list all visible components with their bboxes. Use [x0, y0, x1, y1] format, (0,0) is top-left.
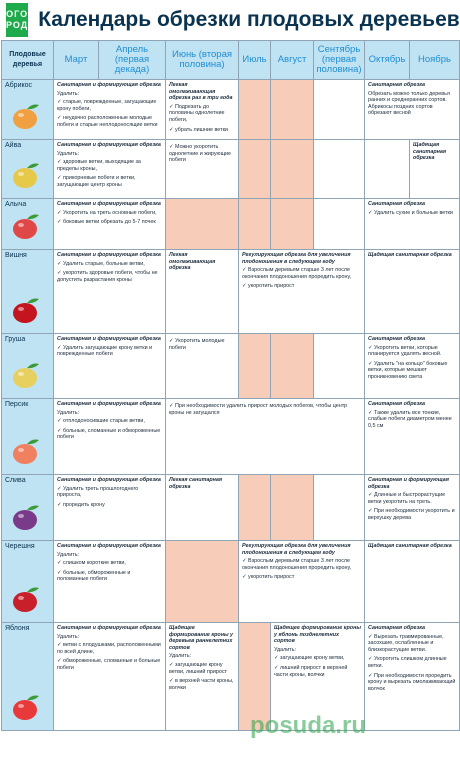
empty-cell — [314, 80, 365, 140]
note-heading: Регулирующая обрезка для увеличения плодоношения в следующем году — [242, 252, 351, 265]
pruning-note: Санитарная и формирующая обрезка Удалить: ✓ ветви с плодушками, расположенными по всей длине, ✓ обмороженные, сломанные и больные побеги — [54, 623, 165, 677]
pruning-cell — [166, 334, 239, 399]
no-pruning-cell — [239, 140, 271, 199]
column-header: Март — [54, 41, 99, 80]
no-pruning-cell — [239, 475, 271, 541]
note-heading: Легкая омолаживающая обрезка — [169, 252, 216, 272]
table-row — [2, 475, 460, 541]
note-item: ✓ Взрослым деревьям старше 3 лет после окончания плодоношения проредить крону, — [242, 267, 361, 280]
note-item: ✓ Можно укоротить однолетние и жирующие побеги — [169, 144, 235, 164]
pruning-cell — [54, 475, 166, 541]
fruit-cell: Яблоня — [2, 623, 54, 731]
pruning-cell — [166, 399, 365, 475]
pruning-cell — [365, 541, 460, 623]
no-pruning-cell — [166, 199, 239, 250]
pruning-note — [166, 475, 238, 494]
note-heading: Санитарная и формирующая обрезка — [57, 625, 161, 631]
note-item: ✓ Укоротить слишком длинные ветки. — [368, 656, 456, 669]
pruning-cell — [365, 80, 460, 140]
note-heading: Санитарная и формирующая обрезка — [368, 477, 449, 490]
note-heading: Щадящая санитарная обрезка — [368, 252, 452, 258]
note-item: ✓ При необходимости укоротить и верхушку дерева — [368, 508, 456, 521]
pruning-cell — [365, 250, 460, 334]
pruning-note — [365, 475, 459, 527]
fruit-illustration-icon — [10, 502, 44, 532]
pruning-note — [365, 541, 459, 554]
note-item: ✓ старые, поврежденные, загущающие крону побеги, — [57, 99, 162, 112]
fruit-cell: Персик — [2, 399, 54, 475]
column-header: Сентябрь (первая половина) — [314, 41, 365, 80]
pruning-cell — [54, 623, 166, 731]
fruit-cell: Алыча — [2, 199, 54, 250]
pruning-note: Санитарная обрезка Обрезать можно только деревья ранних и среднеранних сортов. Абрикосы поздних сортов обрезают весной — [365, 80, 459, 119]
note-item: ✓ прикорневые побеги и ветки, загущающие центр кроны — [57, 175, 162, 188]
pruning-note — [166, 334, 238, 356]
pruning-cell — [166, 250, 239, 334]
pruning-cell — [365, 199, 460, 250]
pruning-cell — [54, 80, 166, 140]
note-heading: Щадящее формирование кроны у яблонь позднелетних сортов — [274, 625, 361, 645]
fruit-illustration-icon — [10, 295, 44, 325]
note-item: ✓ укоротить прирост — [242, 283, 361, 290]
no-pruning-cell — [271, 199, 314, 250]
pruning-note — [54, 334, 165, 363]
pruning-note — [166, 250, 238, 276]
note-heading: Щадящее формирование кроны у деревьев раннелетних сортов — [169, 625, 234, 651]
pruning-note — [365, 399, 459, 434]
pruning-cell — [54, 199, 166, 250]
pruning-cell — [166, 80, 239, 140]
pruning-note — [239, 250, 364, 295]
pruning-note — [410, 140, 459, 166]
note-heading: Санитарная и формирующая обрезка — [57, 543, 161, 549]
fruit-cell: Груша — [2, 334, 54, 399]
table-row — [2, 199, 460, 250]
column-header: Октябрь — [365, 41, 410, 80]
no-pruning-cell — [166, 541, 239, 623]
pruning-cell — [54, 541, 166, 623]
no-pruning-cell — [239, 334, 271, 399]
note-item: ✓ в верхней части кроны, волчки — [169, 678, 235, 691]
note-item: ✓ отплодоносившие старые ветви, — [57, 418, 162, 425]
pruning-note — [166, 399, 364, 421]
note-heading: Санитарная и формирующая обрезка — [57, 252, 161, 258]
pruning-cell — [54, 399, 166, 475]
note-item: ✓ неудачно расположенные молодые побеги и старые неплодоносящие ветки — [57, 115, 162, 128]
note-item: ✓ При необходимости проредить крону и вырезать омолаживающий волчок — [368, 673, 456, 693]
pruning-note — [54, 250, 165, 288]
no-pruning-cell — [271, 334, 314, 399]
note-heading: Легкая омолаживающая обрезка раз в три года — [169, 82, 233, 102]
note-item: ✓ загущающие крону ветви, — [274, 655, 361, 662]
note-heading: Санитарная и формирующая обрезка — [57, 336, 161, 342]
ogorod-logo: ОГО РОД — [6, 3, 28, 37]
pruning-cell — [239, 250, 365, 334]
fruit-illustration-icon — [10, 211, 44, 241]
note-item: ✓ Удалить старые, больные ветви, — [57, 261, 162, 268]
note-item: ✓ Удалить "на кольцо" боковые ветки, которые мешают проникновению света — [368, 361, 456, 381]
no-pruning-cell — [239, 80, 271, 140]
note-heading: Санитарная и формирующая обрезка — [57, 142, 161, 148]
note-heading: Регулирующая обрезка для увеличения плодоношения в следующем году — [242, 543, 351, 556]
pruning-note: Санитарная и формирующая обрезка Удалить: ✓ отплодоносившие старые ветви, ✓ больные, сломанные и обмороженные побеги — [54, 399, 165, 446]
fruit-illustration-icon — [10, 692, 44, 722]
no-pruning-cell — [271, 80, 314, 140]
pruning-cell — [166, 140, 239, 199]
pruning-cell — [166, 623, 239, 731]
pruning-note — [54, 199, 165, 231]
table-row — [2, 541, 460, 623]
note-heading: Санитарная обрезка — [368, 336, 426, 342]
pruning-cell — [365, 623, 460, 731]
fruit-illustration-icon — [10, 584, 44, 614]
column-header: Июль — [239, 41, 271, 80]
note-item: ✓ Длинные и быстрорастущие ветки укоротить на треть. — [368, 492, 456, 505]
note-heading: Санитарная и формирующая обрезка — [57, 477, 161, 483]
note-heading: Санитарная и формирующая обрезка — [57, 201, 161, 207]
pruning-note — [239, 541, 364, 586]
empty-cell — [314, 140, 365, 199]
note-item: ✓ лишний прирост в верхней части кроны, волчки — [274, 665, 361, 678]
pruning-cell — [54, 250, 166, 334]
note-item: ✓ Удалить загущающие крону ветки и поврежденные побеги — [57, 345, 162, 358]
note-heading: Санитарная обрезка — [368, 625, 426, 631]
empty-cell — [314, 334, 365, 399]
pruning-note — [365, 199, 459, 221]
pruning-calendar-table — [1, 40, 460, 731]
pruning-note — [365, 623, 459, 697]
pruning-cell — [54, 140, 166, 199]
note-heading: Санитарная и формирующая обрезка — [57, 82, 161, 88]
fruit-cell: Черешня — [2, 541, 54, 623]
note-item: ✓ Укоротить на треть основные побеги, — [57, 210, 162, 217]
note-item: ✓ здоровые ветки, выходящие за пределы кроны, — [57, 159, 162, 172]
no-pruning-cell — [271, 475, 314, 541]
column-header: Ноябрь — [410, 41, 460, 80]
fruit-illustration-icon — [10, 436, 44, 466]
note-heading: Санитарная обрезка — [368, 82, 426, 88]
note-item: ✓ Подрезать до половины однолетние побеги, — [169, 104, 235, 124]
pruning-cell — [365, 475, 460, 541]
note-item: ✓ укоротить здоровые побеги, чтобы не допустить разрастания кроны — [57, 270, 162, 283]
pruning-note: Щадящее формирование кроны у деревьев раннелетних сортов Удалить: ✓ загущающие крону ветви, лишний прирост ✓ в верхней части кроны, волчки — [166, 623, 238, 696]
fruit-cell: Айва — [2, 140, 54, 199]
note-item: ✓ загущающие крону ветви, лишний прирост — [169, 662, 235, 675]
table-row — [2, 250, 460, 334]
note-heading: Щадящая санитарная обрезка — [368, 543, 452, 549]
pruning-note — [365, 250, 459, 263]
pruning-cell — [239, 541, 365, 623]
note-heading: Легкая санитарная обрезка — [169, 477, 223, 490]
table-row — [2, 140, 460, 199]
note-item: ✓ убрать лишние ветки — [169, 127, 235, 134]
note-item: ✓ Удалить сухие и больные ветки — [368, 210, 456, 217]
fruit-cell: Вишня — [2, 250, 54, 334]
note-item: ✓ больные, сломанные и обмороженные побеги — [57, 428, 162, 441]
pruning-note: Щадящее формирование кроны у яблонь позднелетних сортов Удалить: ✓ загущающие крону ветви, ✓ лишний прирост в верхней части кроны, волчки — [271, 623, 364, 683]
pruning-note: Санитарная и формирующая обрезка Удалить: ✓ слишком короткие ветви, ✓ больные, обмороженные и поломанные побеги — [54, 541, 165, 588]
fruit-illustration-icon — [10, 160, 44, 190]
fruit-cell: Абрикос — [2, 80, 54, 140]
column-header: Август — [271, 41, 314, 80]
note-item: ✓ боковые ветки обрезать до 5-7 почек — [57, 219, 162, 226]
note-item: ✓ слишком короткие ветви, — [57, 560, 162, 567]
pruning-note: Санитарная и формирующая обрезка Удалить: ✓ старые, поврежденные, загущающие крону побеги, ✓ неудачно расположенные молодые побеги и старые неплодоносящие ветки — [54, 80, 165, 134]
note-heading: Санитарная обрезка — [368, 201, 426, 207]
table-row — [2, 334, 460, 399]
note-item: ✓ Удалить треть прошлогоднего прироста, — [57, 486, 162, 499]
pruning-note — [365, 334, 459, 386]
table-row — [2, 623, 460, 731]
note-item: ✓ ветви с плодушками, расположенными по всей длине, — [57, 642, 162, 655]
empty-cell — [365, 140, 410, 199]
page-header — [0, 0, 460, 40]
pruning-cell — [365, 334, 460, 399]
note-heading: Щадящая санитарная обрезка — [413, 142, 447, 162]
page-title: Календарь обрезки плодовых деревьев — [38, 8, 460, 31]
pruning-cell — [54, 334, 166, 399]
empty-cell — [314, 199, 365, 250]
table-row — [2, 399, 460, 475]
note-heading: Санитарная и формирующая обрезка — [57, 401, 161, 407]
fruit-cell: Слива — [2, 475, 54, 541]
note-item: ✓ Вырезать травмированные, засохшие, ослабленные и близкорастущие ветви. — [368, 634, 456, 654]
note-item: ✓ обмороженные, сломанные и больные побеги — [57, 658, 162, 671]
column-header: Апрель (первая декада) — [99, 41, 166, 80]
note-item: ✓ Взрослым деревьям старше 3 лет после окончания плодоношения проредить крону, — [242, 558, 361, 571]
note-item: ✓ Укоротить молодые побеги — [169, 338, 235, 351]
pruning-note — [166, 140, 238, 169]
pruning-note — [54, 475, 165, 513]
note-item: ✓ Также удалить все тонкие, слабые побеги диаметром менее 0,5 см — [368, 410, 456, 430]
note-item: ✓ При необходимости удалить прирост молодых побегов, чтобы центр кроны не загущался — [169, 403, 361, 416]
column-header: Плодовые деревья — [2, 41, 54, 80]
fruit-illustration-icon — [10, 360, 44, 390]
pruning-cell — [410, 140, 460, 199]
no-pruning-cell — [239, 199, 271, 250]
empty-cell — [314, 475, 365, 541]
pruning-note — [166, 80, 238, 138]
watermark: posuda.ru — [250, 712, 367, 739]
note-item: ✓ больные, обмороженные и поломанные побеги — [57, 570, 162, 583]
pruning-note: Санитарная и формирующая обрезка Удалить: ✓ здоровые ветки, выходящие за пределы кроны, ✓ прикорневые побеги и ветки, загущающие центр кроны — [54, 140, 165, 194]
note-item: ✓ проредить крону — [57, 502, 162, 509]
note-heading: Санитарная обрезка — [368, 401, 426, 407]
pruning-cell — [365, 399, 460, 475]
no-pruning-cell — [271, 140, 314, 199]
pruning-cell — [166, 475, 239, 541]
table-row — [2, 80, 460, 140]
note-item: ✓ укоротить прирост — [242, 574, 361, 581]
column-header: Июнь (вторая половина) — [166, 41, 239, 80]
fruit-illustration-icon — [10, 101, 44, 131]
note-item: ✓ Укоротить ветки, которые планируется удалять весной. — [368, 345, 456, 358]
